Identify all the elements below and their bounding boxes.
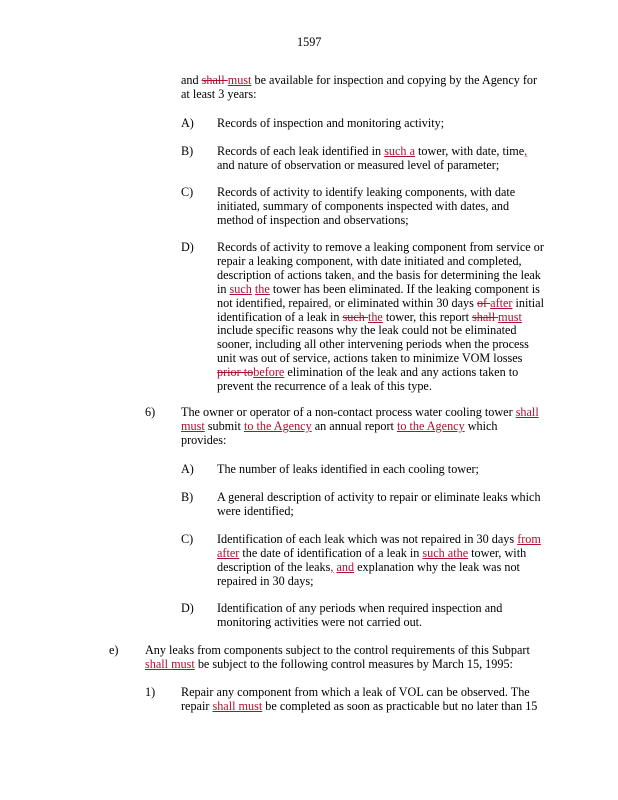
item-1-text xyxy=(181,686,541,714)
text-run: explanation why the leak was not repaired in 30 days; xyxy=(217,559,520,588)
report-b-label: B) xyxy=(181,490,194,504)
inserted-text: such xyxy=(229,281,252,296)
inserted-text: , xyxy=(328,295,332,310)
record-b-text xyxy=(217,145,547,173)
text-run: tower, with date, time xyxy=(414,144,525,158)
deleted-text: prior to xyxy=(217,365,254,380)
text-run: the date of identification of a leak in xyxy=(239,545,423,560)
record-d-label: D) xyxy=(181,240,194,254)
report-c-label: C) xyxy=(181,532,194,546)
section-e-text xyxy=(145,644,540,672)
text-run: be completed as soon as practicable but no later than 15 xyxy=(262,698,538,713)
record-a-label: A) xyxy=(181,116,194,130)
inserted-text: such a xyxy=(384,144,415,158)
text-run: or eliminated within 30 days xyxy=(331,295,477,310)
record-c-label: C) xyxy=(181,185,194,199)
text-run: Any leaks from components subject to the control requirements of this Subpart xyxy=(145,643,530,657)
inserted-text: , xyxy=(524,144,528,158)
text-run: elimination of the leak and any actions taken to prevent the recurrence of a leak of this type. xyxy=(217,365,519,394)
inserted-text: shall must xyxy=(181,405,539,433)
text-run: tower, with description of the leaks xyxy=(217,545,527,574)
inserted-text: to the Agency xyxy=(243,418,312,433)
inserted-text: , xyxy=(351,267,355,282)
deleted-text: of xyxy=(476,295,491,310)
text-run: Records of each leak identified in xyxy=(217,144,385,158)
text-run: submit xyxy=(204,418,244,433)
text-run: initial identification of a leak in xyxy=(217,295,544,324)
inserted-text: must xyxy=(498,309,522,324)
item-6-label: 6) xyxy=(145,405,156,419)
text-run: be subject to the following control measures by March 15, 1995: xyxy=(194,656,513,671)
inserted-text: the xyxy=(453,545,469,560)
item-1-label: 1) xyxy=(145,685,156,699)
deleted-text: shall xyxy=(201,73,228,87)
text-run: and the basis for determining the leak in xyxy=(217,267,541,296)
record-a-text: Records of inspection and monitoring activity; xyxy=(217,116,445,130)
deleted-text: shall xyxy=(472,309,499,324)
inserted-text: , xyxy=(330,559,334,574)
inserted-text: from after xyxy=(217,532,541,560)
inserted-text: before xyxy=(253,365,285,380)
text-run: Records of activity to remove a leaking component from service or repair a leaking component, with date initiated and completed, description of actions taken xyxy=(217,240,544,282)
record-c-text: Records of activity to identify leaking components, with date initiated, summary of components inspected with dates, and method of inspection and observations; xyxy=(217,185,516,227)
record-b-label: B) xyxy=(181,144,194,158)
report-c-text xyxy=(217,533,547,589)
inserted-text: must xyxy=(227,73,252,87)
text-run: be available for inspection and copying by the Agency for at least 3 years: xyxy=(181,73,538,101)
inserted-text: such a xyxy=(422,545,454,560)
intro-paragraph xyxy=(181,74,541,102)
deleted-text: such xyxy=(342,309,368,324)
inserted-text: the xyxy=(254,281,270,296)
inserted-text: and xyxy=(336,559,355,574)
report-a-label: A) xyxy=(181,462,194,476)
text-run: Identification of each leak which was not repaired in 30 days xyxy=(217,532,518,546)
text-run: an annual report xyxy=(311,418,397,433)
inserted-text: the xyxy=(367,309,383,324)
report-d-label: D) xyxy=(181,601,194,615)
section-e-label: e) xyxy=(109,643,119,657)
text-run: and nature of observation or measured level of parameter; xyxy=(217,157,500,172)
text-run: tower has been eliminated. If the leaking component is not identified, repaired xyxy=(217,281,540,310)
text-run: The owner or operator of a non-contact process water cooling tower xyxy=(181,405,516,419)
page-number: 1597 xyxy=(297,35,322,49)
report-d-text: Identification of any periods when required inspection and monitoring activities were not carried out. xyxy=(217,601,503,629)
inserted-text: to the Agency xyxy=(396,418,465,433)
report-b-text: A general description of activity to repair or eliminate leaks which were identified; xyxy=(217,490,541,518)
record-d-text xyxy=(217,241,545,394)
text-run: tower, this report xyxy=(382,309,473,324)
item-6-text xyxy=(181,406,543,448)
inserted-text: shall must xyxy=(145,656,195,671)
text-run: Repair any component from which a leak of VOL can be observed. The repair xyxy=(181,685,530,713)
inserted-text: shall must xyxy=(212,698,263,713)
text-run: include specific reasons why the leak could not be eliminated sooner, including all other intervening periods when the process unit was out of service, actions taken to minimize VOM losses xyxy=(217,323,529,366)
report-a-text: The number of leaks identified in each cooling tower; xyxy=(217,462,479,476)
text-run: which provides: xyxy=(181,418,498,447)
text-run: and xyxy=(181,73,202,87)
inserted-text: after xyxy=(490,295,513,310)
